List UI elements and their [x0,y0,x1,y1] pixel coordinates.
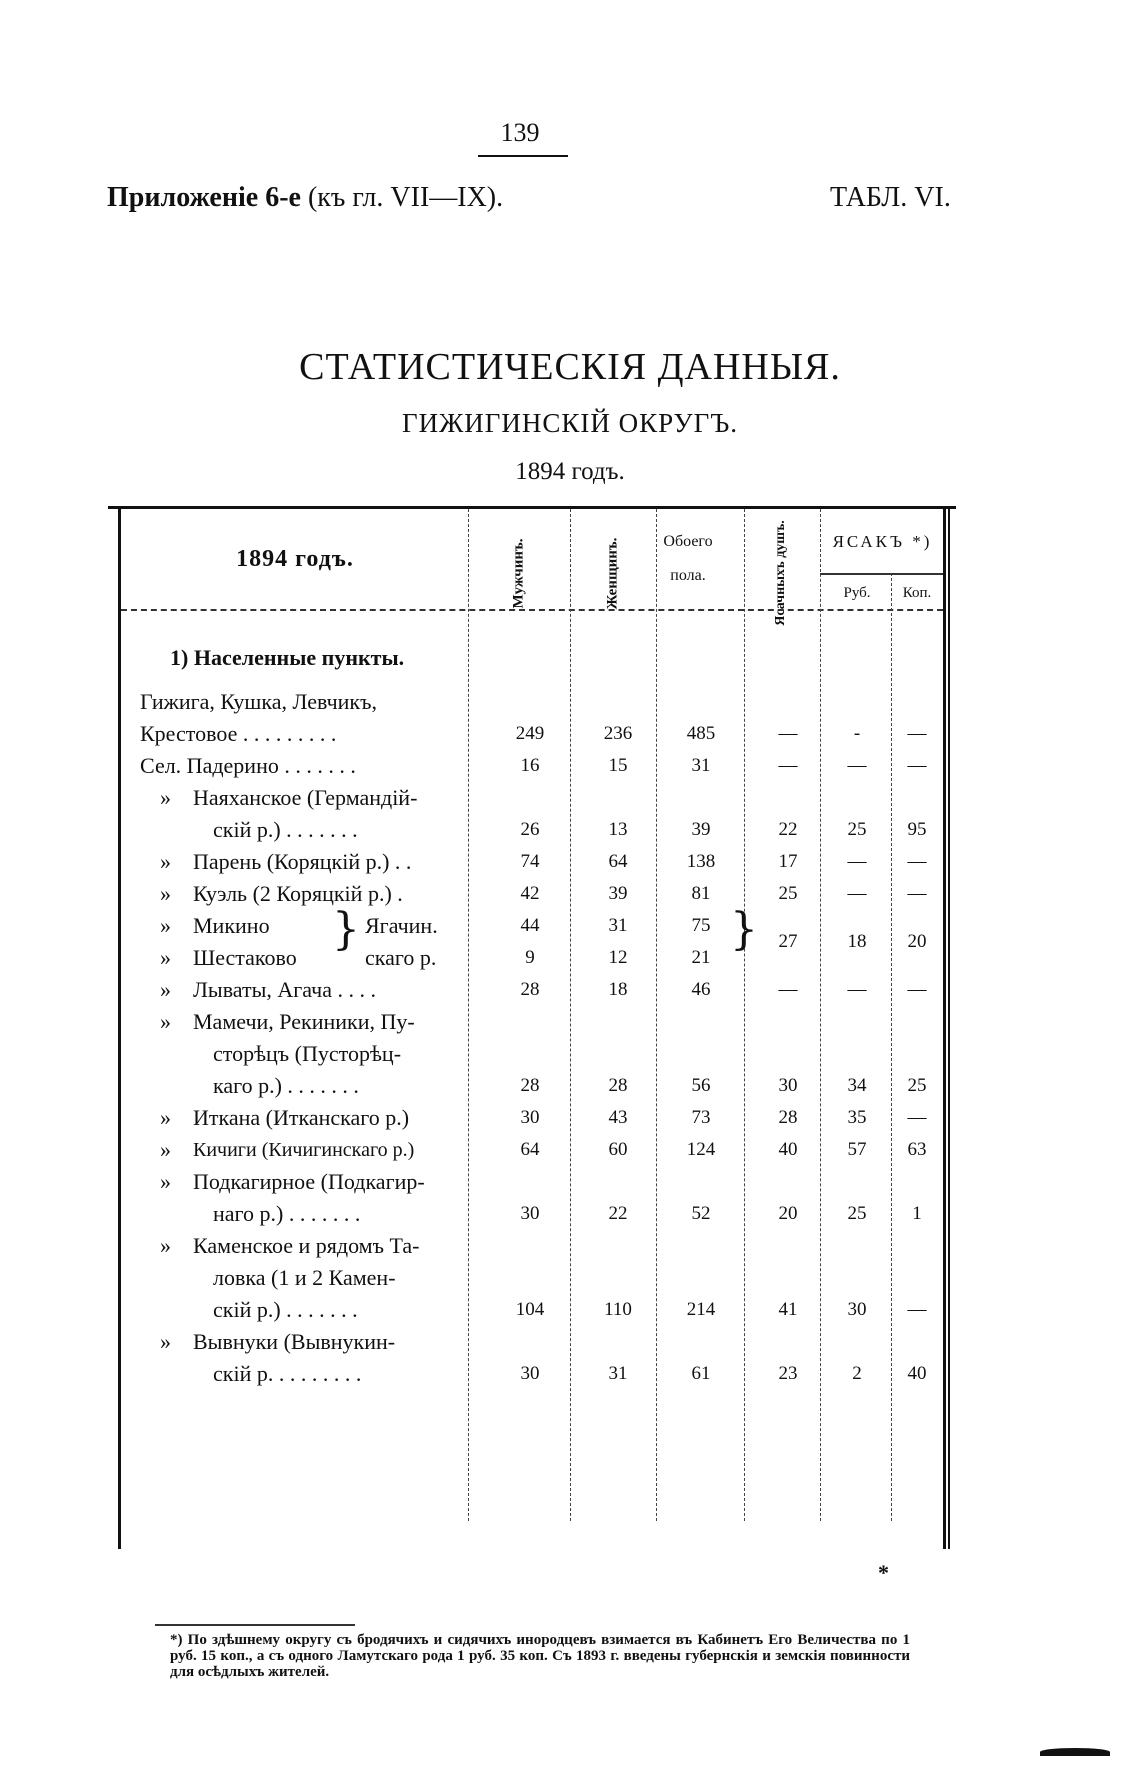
table-row [0,1166,1140,1198]
yasak-rubles: — [847,883,867,904]
table-row [0,782,1140,814]
women-count: 236 [603,723,633,744]
yasak-souls-count: — [778,723,798,744]
place-name: Кичиги (Кичигинскаго р.) [193,1139,415,1161]
yasak-souls-count: — [778,755,798,776]
page-year: 1894 годъ. [515,458,625,485]
ditto-mark: » [160,1329,171,1354]
page-number: 139 [500,118,540,147]
men-count: 64 [520,1139,540,1160]
header-both-sexes-line2: пола. [670,567,706,584]
women-count: 60 [608,1139,628,1160]
table-row [0,878,1140,910]
women-count: 39 [608,883,628,904]
table-row [0,1262,1140,1294]
yasak-rubles: — [847,851,867,872]
yasak-kopecks: — [907,883,927,904]
yasak-rubles: — [847,755,867,776]
yasak-rubles: 30 [847,1299,867,1320]
total-count: 73 [691,1107,711,1128]
total-count: 214 [686,1299,716,1320]
appendix-label: Приложеніе 6-е [107,182,301,213]
women-count: 15 [608,755,628,776]
yasak-rubles: — [847,979,867,1000]
total-count: 21 [691,947,711,968]
ditto-mark: » [160,1105,171,1130]
place-name: Парень (Коряцкій р.) . . [193,849,412,874]
total-count: 75 [691,915,711,936]
yasak-kopecks: 63 [907,1139,927,1160]
group-name-part: Ягачин. [365,913,438,938]
place-name: Гижига, Кушка, Левчикъ, [140,689,377,714]
header-year: 1894 годъ. [236,546,354,572]
women-count: 12 [608,947,628,968]
total-count: 39 [691,819,711,840]
yasak-souls-count: 25 [778,883,798,904]
place-name: Вывнуки (Вывнукин- [193,1329,396,1354]
table-row [0,1134,1140,1166]
table-row [0,1230,1140,1262]
ditto-mark: » [160,849,171,874]
header-rubles: Руб. [843,585,871,601]
scan-artifact [1040,1748,1110,1756]
table-row [0,910,1140,942]
place-name: сторѣцъ (Пусторѣц- [213,1041,402,1066]
table-row [0,1038,1140,1070]
place-name: скій р.) . . . . . . . [213,817,358,842]
ditto-mark: » [160,1169,171,1194]
table-row [0,718,1140,750]
merged-yasak-rubles: 18 [847,931,867,952]
yasak-header-rule [820,573,943,575]
place-name: Куэль (2 Коряцкій р.) . [193,881,403,906]
place-name: Иткана (Итканскаго р.) [193,1105,410,1130]
total-count: 52 [691,1203,711,1224]
section-heading: 1) Населенные пункты. [170,645,405,670]
yasak-kopecks: 25 [907,1075,927,1096]
place-name: Мамечи, Рекиники, Пу- [193,1009,415,1034]
women-count: 28 [608,1075,628,1096]
table-row [0,750,1140,782]
table-row [0,942,1140,974]
men-count: 16 [520,755,540,776]
table-row [0,1198,1140,1230]
place-name: ловка (1 и 2 Камен- [213,1265,396,1290]
total-count: 81 [691,883,711,904]
table-label: ТАБЛ. VI. [830,182,951,213]
women-count: 64 [608,851,628,872]
table-row [0,686,1140,718]
yasak-kopecks: 95 [907,819,927,840]
merged-yasak-souls: 27 [778,931,798,952]
header-yasak-souls: Ясачныхъ душъ. [773,520,788,626]
ditto-mark: » [160,785,171,810]
yasak-kopecks: — [907,755,927,776]
total-count: 61 [691,1363,711,1384]
ditto-mark: » [160,977,171,1002]
header-both-sexes-line1: Обоего [663,533,713,550]
total-count: 138 [686,851,716,872]
table-row [0,1006,1140,1038]
men-count: 74 [520,851,540,872]
women-count: 31 [608,1363,628,1384]
men-count: 249 [515,723,545,744]
men-count: 30 [520,1203,540,1224]
yasak-kopecks: 40 [907,1363,927,1384]
men-count: 28 [520,979,540,1000]
page-subtitle: ГИЖИГИНСКІЙ ОКРУГЪ. [401,408,739,438]
men-count: 30 [520,1363,540,1384]
yasak-souls-count: 28 [778,1107,798,1128]
yasak-rubles: 25 [847,819,867,840]
men-count: 104 [515,1299,545,1320]
men-count: 42 [520,883,540,904]
brace-right: } [730,904,758,955]
page-title: СТАТИСТИЧЕСКІЯ ДАННЫЯ. [299,346,841,388]
women-count: 31 [608,915,628,936]
women-count: 110 [604,1299,632,1320]
table-row [0,846,1140,878]
ditto-mark: » [160,1137,171,1162]
yasak-rubles: 25 [847,1203,867,1224]
header-kopecks: Коп. [902,585,932,601]
table-row [0,1070,1140,1102]
place-name: Наяханское (Германдій- [193,785,418,810]
table-row [0,974,1140,1006]
place-name: Микино [193,913,270,938]
yasak-souls-count: 30 [778,1075,798,1096]
yasak-rubles: 35 [847,1107,867,1128]
place-name: каго р.) . . . . . . . [213,1073,359,1098]
footnote-rule [155,1624,355,1626]
men-count: 26 [520,819,540,840]
appendix-heading [107,182,503,214]
yasak-kopecks: — [907,1299,927,1320]
men-count: 9 [525,947,535,968]
yasak-souls-count: 17 [778,851,798,872]
place-name: скій р. . . . . . . . . [213,1361,362,1386]
women-count: 13 [608,819,628,840]
yasak-rubles: 57 [847,1139,867,1160]
place-name: Подкагирное (Подкагир- [193,1169,425,1194]
bottom-star-mark: * [878,1560,889,1585]
table-row [0,814,1140,846]
yasak-souls-count: 40 [778,1139,798,1160]
header-men: Мужчинъ. [510,538,527,609]
table-row [0,1326,1140,1358]
brace-left: } [332,904,360,955]
yasak-rubles: 2 [852,1363,862,1384]
ditto-mark: » [160,1233,171,1258]
place-name: Сел. Падерино . . . . . . . [140,753,356,778]
men-count: 28 [520,1075,540,1096]
total-count: 485 [686,723,716,744]
yasak-souls-count: — [778,979,798,1000]
place-name: Каменское и рядомъ Та- [193,1233,420,1258]
place-name: Шестаково [193,945,297,970]
yasak-kopecks: — [907,851,927,872]
place-name: скій р.) . . . . . . . [213,1297,358,1322]
footnote: *) По здѣшнему округу съ бродячихъ и сидячихъ инородцевъ взимается въ Кабинетъ Его Величества по 1 руб. 15 коп., а съ одного Ламутскаго рода 1 руб. 35 коп. Съ 1893 г. введены губернскія и земскія повинности для осѣдлыхъ жителей. [170,1632,910,1680]
yasak-kopecks: 1 [912,1203,922,1224]
table-top-rule [108,506,956,509]
page-number-rule [478,155,568,157]
yasak-rubles: 34 [847,1075,867,1096]
ditto-mark: » [160,945,171,970]
men-count: 30 [520,1107,540,1128]
yasak-souls-count: 20 [778,1203,798,1224]
place-name: Лываты, Агача . . . . [193,977,377,1002]
ditto-mark: » [160,913,171,938]
total-count: 124 [686,1139,716,1160]
header-yasak: ЯСАКЪ *) [832,532,933,551]
yasak-kopecks: — [907,1107,927,1128]
men-count: 44 [520,915,540,936]
table-row [0,1102,1140,1134]
women-count: 43 [608,1107,628,1128]
merged-yasak-kopecks: 20 [907,931,927,952]
header-women: Женщинъ. [604,537,621,610]
total-count: 56 [691,1075,711,1096]
yasak-souls-count: 41 [778,1299,798,1320]
appendix-reference: (къ гл. VII—IX). [307,182,504,213]
yasak-kopecks: — [907,723,927,744]
yasak-souls-count: 23 [778,1363,798,1384]
total-count: 31 [691,755,711,776]
ditto-mark: » [160,1009,171,1034]
yasak-rubles: - [853,723,861,744]
yasak-souls-count: 22 [778,819,798,840]
table-row [0,1358,1140,1390]
yasak-kopecks: — [907,979,927,1000]
place-name: Крестовое . . . . . . . . . [140,721,337,746]
table-row [0,1294,1140,1326]
ditto-mark: » [160,881,171,906]
group-name-part: скаго р. [365,945,437,970]
place-name: наго р.) . . . . . . . [213,1201,361,1226]
women-count: 18 [608,979,628,1000]
women-count: 22 [608,1203,628,1224]
total-count: 46 [691,979,711,1000]
